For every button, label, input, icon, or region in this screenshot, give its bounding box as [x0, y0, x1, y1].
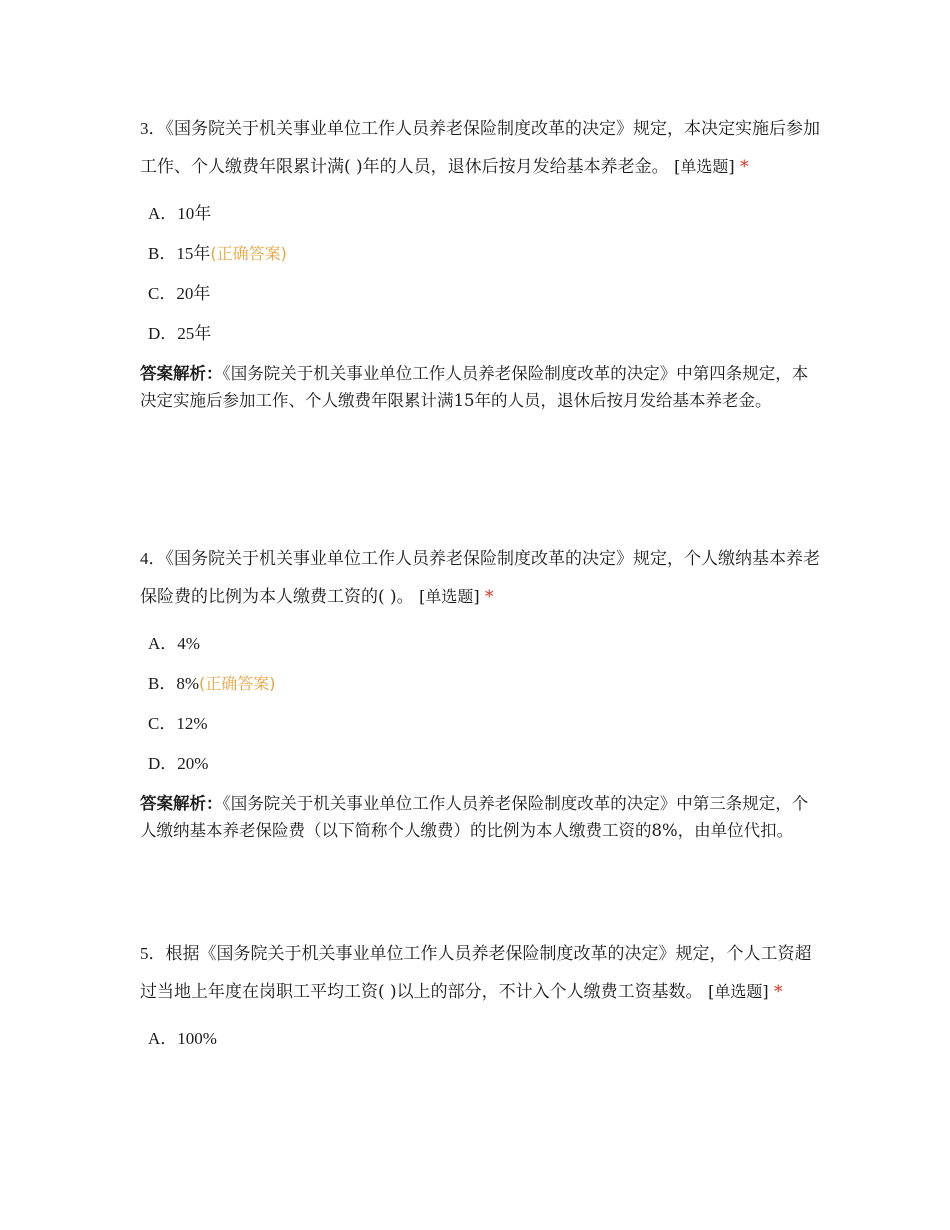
question-5 — [140, 935, 820, 1059]
question-5-stem — [140, 935, 820, 1011]
question-text: 根据《国务院关于机关事业单位工作人员养老保险制度改革的决定》规定，个人工资超过当地上年度在岗职工平均工资( )以上的部分，不计入个人缴费工资基数。 — [140, 944, 812, 1002]
question-type-label: [单选题] — [708, 982, 769, 1001]
question-type-label: [单选题] — [674, 157, 735, 176]
option-a: A．10年 — [148, 204, 212, 223]
option-c: C．12% — [148, 714, 208, 733]
question-number: 3． — [140, 119, 166, 138]
option-a: A．100% — [148, 1029, 217, 1048]
analysis-text: 《国务院关于机关事业单位工作人员养老保险制度改革的决定》中第四条规定，本决定实施后参加工作、个人缴费年限累计满15年的人员，退休后按月发给基本养老金。 — [140, 364, 809, 410]
option-b: B．15年(正确答案) — [148, 244, 287, 263]
option-list — [140, 624, 820, 784]
question-type-label: [单选题] — [419, 587, 480, 606]
question-4-stem — [140, 540, 820, 616]
analysis-label: 答案解析： — [140, 794, 223, 813]
question-number: 4． — [140, 549, 166, 568]
option-list — [140, 1019, 820, 1059]
option-d: D．20% — [148, 754, 209, 773]
option-a: A．4% — [148, 634, 200, 653]
question-3-stem — [140, 110, 820, 186]
analysis-label: 答案解析： — [140, 364, 223, 383]
correct-answer-tag: (正确答案) — [210, 244, 287, 263]
required-mark: * — [739, 157, 749, 177]
option-c: C．20年 — [148, 284, 211, 303]
required-mark: * — [484, 587, 494, 607]
question-4 — [140, 540, 820, 844]
option-list — [140, 194, 820, 354]
option-d: D．25年 — [148, 324, 212, 343]
required-mark: * — [773, 982, 783, 1002]
question-text: 《国务院关于机关事业单位工作人员养老保险制度改革的决定》规定，本决定实施后参加工作、个人缴费年限累计满( )年的人员，退休后按月发给基本养老金。 — [140, 119, 820, 177]
question-number: 5． — [140, 944, 166, 963]
correct-answer-tag: (正确答案) — [199, 674, 276, 693]
answer-analysis — [140, 360, 820, 414]
option-b: B．8%(正确答案) — [148, 674, 276, 693]
question-text: 《国务院关于机关事业单位工作人员养老保险制度改革的决定》规定，个人缴纳基本养老保险费的比例为本人缴费工资的( )。 — [140, 549, 820, 607]
analysis-text: 《国务院关于机关事业单位工作人员养老保险制度改革的决定》中第三条规定，个人缴纳基本养老保险费（以下简称个人缴费）的比例为本人缴费工资的8%，由单位代扣。 — [140, 794, 809, 840]
question-3 — [140, 110, 820, 414]
answer-analysis — [140, 790, 820, 844]
